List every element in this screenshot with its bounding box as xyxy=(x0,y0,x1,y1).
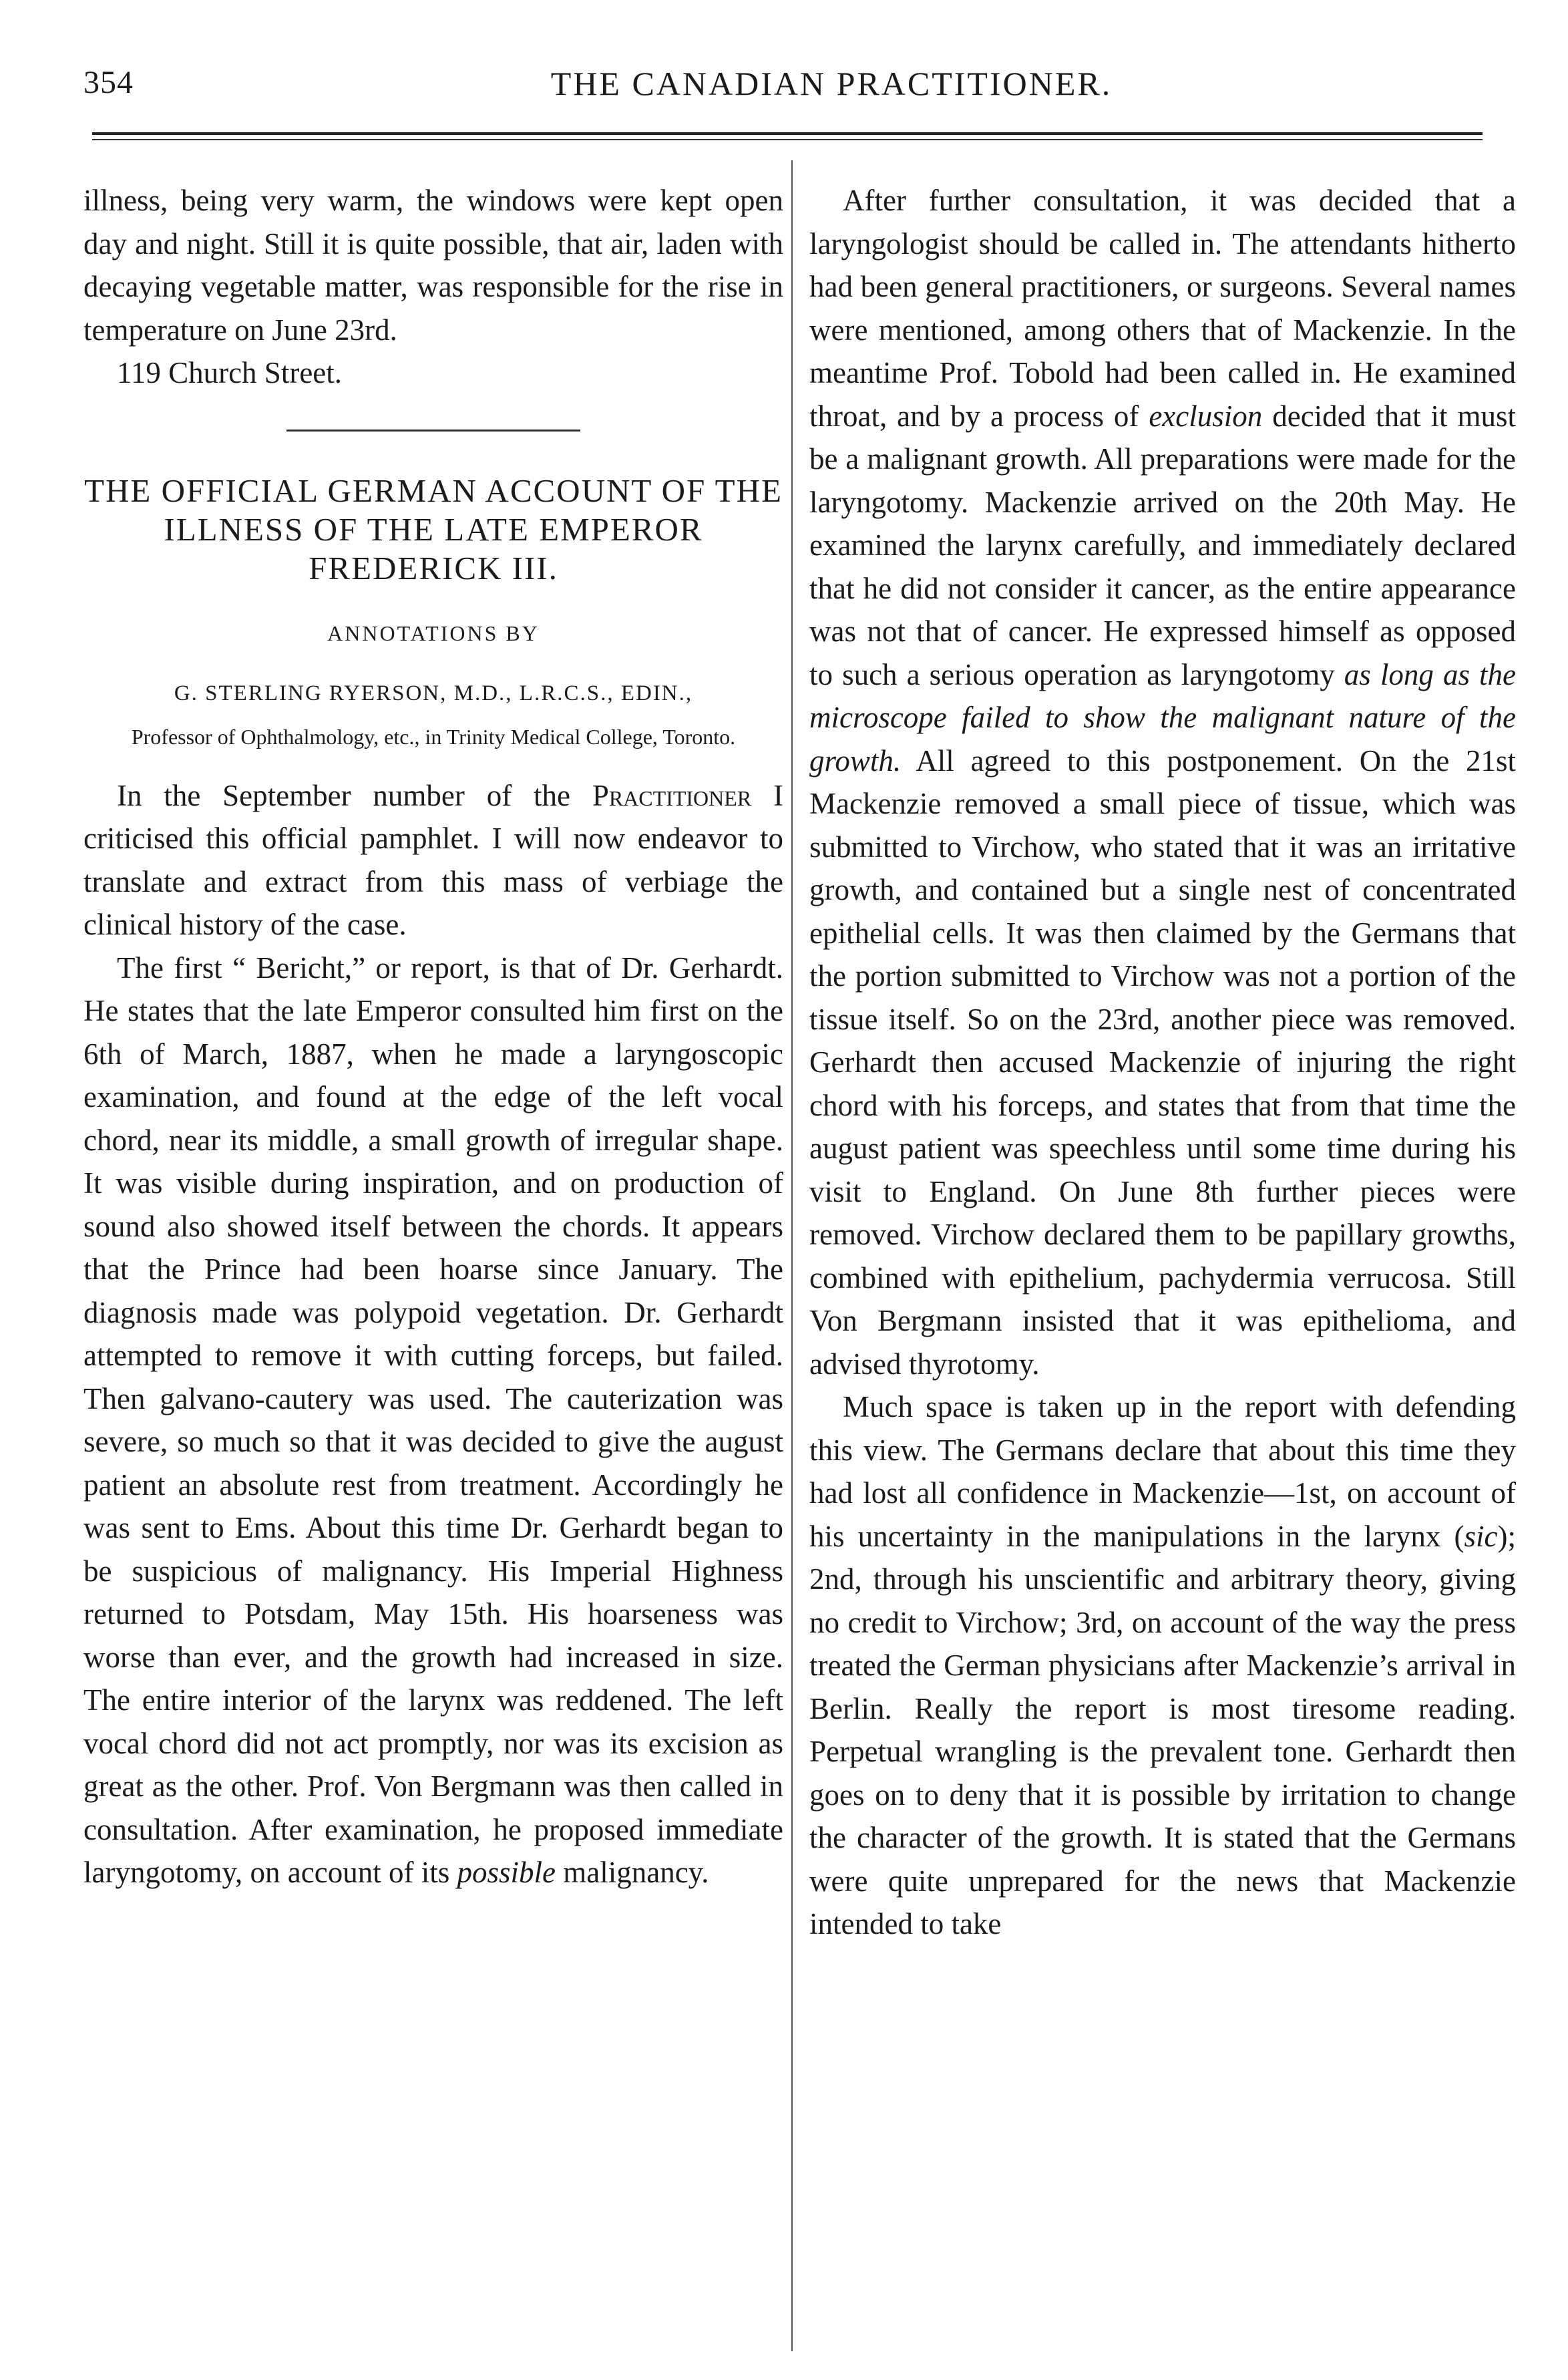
emphasis: sic xyxy=(1464,1519,1498,1553)
header-rule xyxy=(92,132,1483,135)
emphasis: as long as the microscope failed to show the malignant nature of the growth. xyxy=(809,657,1516,778)
address-line: 119 Church Street. xyxy=(117,356,343,389)
text-run: Much space is taken up in the report with defending this view. The Germans declare that about this time they had lost all confidence in Mackenzie—1st, on account of his uncertainty in the manipulations in the larynx ( xyxy=(809,1390,1516,1553)
text-run: The first “ Bericht,” or report, is that of Dr. Gerhardt. He states that the late Emperor consulted him first on the 6th of March, 1887, when he made a laryngoscopic examination, and found at the edge of the left vocal chord, near its middle, a small growth of irregular shape. It was visible during inspiration, and on production of sound also showed itself between the chords. It appears that the Prince had been hoarse since January. The diagnosis made was polypoid vegetation. Dr. Gerhardt attempted to remove it with cutting forceps, but failed. Then galvano-cautery was used. The cauterization was severe, so much so that it was decided to give the august patient an absolute rest from treatment. Accordingly he was sent to Ems. About this time Dr. Gerhardt began to be suspicious of malignancy. His Imperial Highness returned to Potsdam, May 15th. His hoarseness was worse than ever, and the growth had increased in size. The entire interior of the larynx was reddened. The left vocal chord did not act promptly, nor was its excision as great as the other. Prof. Von Bergmann was then called in consultation. After examination, he proposed immediate laryngotomy, on account of its xyxy=(83,951,783,1889)
emphasis: exclusion xyxy=(1149,399,1263,433)
article-separator xyxy=(286,430,580,432)
author-affiliation: Professor of Ophthalmology, etc., in Trinity Medical College, Toronto. xyxy=(131,724,736,749)
page-number: 354 xyxy=(83,65,134,100)
text-run: decided that it must be a malignant growth. All preparations were made for the laryngotomy. Mackenzie arrived on the 20th May. He examined the larynx carefully, and immediately declared that he did not consider it cancer, as the entire appearance was not that of cancer. He expressed himself as opposed to such a serious operation as laryngotomy xyxy=(809,399,1516,691)
text-run: malignancy. xyxy=(555,1856,709,1889)
text-run: ); 2nd, through his unscientific and arbitrary theory, giving no credit to Virchow; 3rd, on account of the way the press treated the German physicians after Mackenzie’s arrival in Berlin. Really the report is most tiresome reading. Perpetual wrangling is the prevalent tone. Gerhardt then goes on to deny that it is possible by irritation to change the character of the growth. It is stated that the Germans were quite unprepared for the news that Mackenzie intended to take xyxy=(809,1519,1516,1940)
text-run: After further consultation, it was decided that a laryngologist should be called in. The attendants hitherto had been general practitioners, or surgeons. Several names were mentioned, among others that of Mackenzie. In the meantime Prof. Tobold had been called in. He examined throat, and by a process of xyxy=(809,184,1516,433)
text-run: All agreed to this postponement. On the 21st Mackenzie removed a small piece of tissue, which was submitted to Virchow, who stated that it was an irritative growth, and contained but a single nest of concentrated epithelial cells. It was then claimed by the Germans that the portion submitted to Virchow was not a portion of the tissue itself. So on the 23rd, another piece was removed. Gerhardt then accused Mackenzie of injuring the right chord with his forceps, and states that from that time the august patient was speechless until some time during his visit to England. On June 8th further pieces were removed. Virchow declared them to be papillary growths, combined with epithelium, pachydermia verrucosa. Still Von Bergmann insisted that it was epithelioma, and advised thyrotomy. xyxy=(809,743,1516,1381)
text-run: I criticised this official pamphlet. I will now endeavor to translate and extract from this mass of verbiage the clinical history of the case. xyxy=(83,778,783,941)
paragraph-defence xyxy=(809,1385,1516,1946)
left-column xyxy=(83,179,783,1894)
emphasis: possible xyxy=(457,1856,556,1889)
running-head xyxy=(83,64,1479,118)
column-divider xyxy=(791,160,793,2351)
paragraph-intro xyxy=(83,774,783,947)
journal-reference: Practitioner xyxy=(592,778,752,812)
author-byline: G. STERLING RYERSON, M.D., L.R.C.S., EDIN., xyxy=(174,681,693,705)
paragraph-gerhardt-report xyxy=(83,947,783,1894)
text-run: In the September number of the xyxy=(117,778,592,812)
continued-paragraph: illness, being very warm, the windows were kept open day and night. Still it is quite possible, that air, laden with decaying vegetable matter, was responsible for the rise in temperature on June 23rd. xyxy=(83,184,783,347)
header-rule-thin xyxy=(92,139,1483,140)
journal-title: THE CANADIAN PRACTITIONER. xyxy=(550,65,1113,102)
right-column xyxy=(809,179,1516,1946)
paragraph-consultation xyxy=(809,179,1516,1385)
annotations-line: ANNOTATIONS BY xyxy=(327,621,540,645)
article-title: THE OFFICIAL GERMAN ACCOUNT OF THE ILLNESS OF THE LATE EMPEROR FREDERICK III. xyxy=(84,472,783,586)
